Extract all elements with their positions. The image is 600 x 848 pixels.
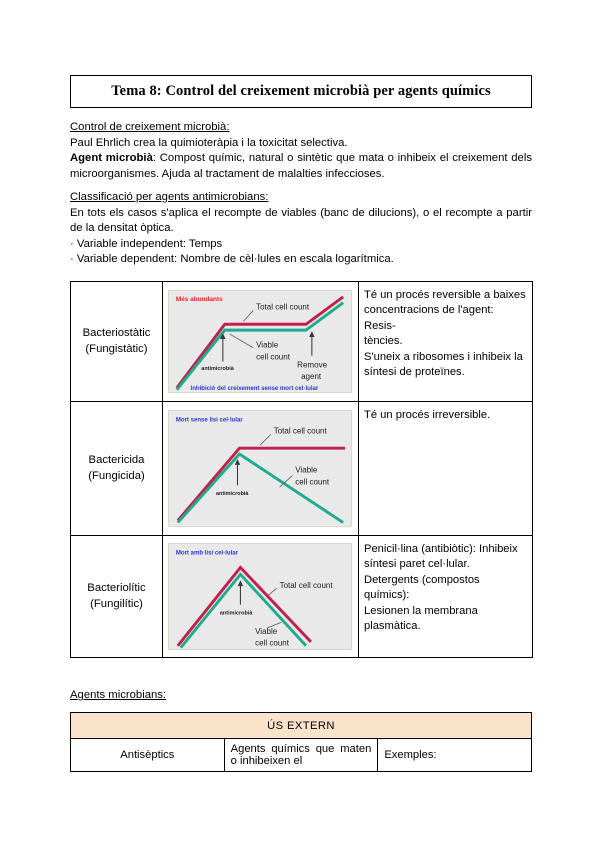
agent-definition-cell: Agents químics que maten o inhibeixen el: [224, 739, 378, 772]
chart3-caption-top: Mort amb lisi cel·lular: [175, 550, 239, 557]
control-line1: Paul Ehrlich crea la quimioteràpia i la toxicitat selectiva.: [70, 136, 348, 149]
chart-cell-bactericidal: [163, 402, 359, 536]
chart1-caption-top: Més abundants: [175, 295, 223, 303]
us-extern-header: ÚS EXTERN: [71, 713, 532, 739]
table-row: [71, 739, 532, 772]
agents-microbians-table: [70, 712, 532, 772]
row-label-line2: (Fungicida): [88, 469, 145, 482]
row-label-bacteriolytic: [71, 536, 163, 658]
antimicrobial-types-table: [70, 281, 533, 658]
document-title-box: [70, 75, 532, 108]
chart3-viable-label-line2: cell count: [255, 638, 289, 648]
chart1-caption-bottom: Inhibició del creixement sense mort cel·lular: [190, 385, 319, 392]
classificacio-line1: En tots els casos s'aplica el recompte de viables (banc de dilucions), o el recompte a partir de la densitat òptica.: [70, 206, 532, 235]
section-control-creixement: [70, 120, 532, 182]
description-line: síntesi de proteïnes.: [364, 366, 465, 379]
growth-curve-chart-bactericidal: [168, 410, 352, 527]
chart3-total-label: Total cell count: [279, 580, 333, 590]
growth-curve-chart-bacteriolytic: [168, 543, 352, 651]
description-line: Lesionen la membrana: [364, 604, 478, 617]
table-header-row: [71, 713, 532, 739]
description-cell-bactericidal: [359, 402, 533, 536]
table-row: [71, 282, 533, 402]
row-label-line2: (Fungistàtic): [85, 342, 148, 355]
description-line: síntesi paret cel·lular.: [364, 558, 470, 571]
classificacio-heading: Classificació per agents antimicrobians:: [70, 191, 269, 203]
growth-curve-chart-bacteriostatic: [168, 290, 352, 394]
table-row: [71, 402, 533, 536]
description-line: concentracions de l'agent: Resis-: [364, 304, 494, 332]
row-label-line1: Bactericida: [88, 454, 145, 466]
row-label-line1: Bacteriostàtic: [82, 327, 151, 339]
description-line: tències.: [364, 335, 403, 348]
chart-cell-bacteriostatic: [163, 282, 359, 402]
page-title: Tema 8: Control del creixement microbià per agents químics: [111, 83, 491, 99]
description-cell-bacteriolytic: [359, 536, 533, 658]
chart2-viable-label-line2: cell count: [295, 477, 330, 487]
chart1-arrow2-label-line2: agent: [301, 371, 322, 381]
agent-microbia-definition: : Compost químic, natural o sintètic que mata o inhibeix el creixement dels microorganismes. Ajuda al tractament de malalties infeccioses.: [70, 152, 532, 180]
agents-microbians-heading: Agents microbians:: [70, 689, 167, 701]
agent-microbia-term: Agent microbià: [70, 152, 153, 165]
row-label-bactericidal: [71, 402, 163, 536]
row-label-bacteriostatic: [71, 282, 163, 402]
chart-cell-bacteriolytic: [163, 536, 359, 658]
chart2-viable-label-line1: Viable: [295, 465, 318, 475]
agent-examples-cell: Exemples:: [378, 739, 532, 772]
control-heading: Control de creixement microbià:: [70, 121, 230, 133]
chart2-caption-top: Mort sense lisi cel·lular: [175, 417, 243, 424]
chart2-arrow1-label: antimicrobià: [215, 490, 249, 497]
chart1-total-label: Total cell count: [256, 302, 310, 312]
description-line: plasmàtica.: [364, 620, 421, 633]
section-classificacio: [70, 190, 532, 268]
control-line2: [70, 151, 532, 182]
chart1-viable-label-line1: Viable: [256, 340, 279, 350]
chart2-total-label: Total cell count: [273, 426, 327, 436]
description-line: Penicil·lina (antibiòtic): Inhibeix: [364, 543, 518, 555]
row-label-line2: (Fungilític): [90, 597, 143, 610]
classificacio-bullet-dependent: · Variable dependent: Nombre de cèl·lules en escala logarítmica.: [70, 253, 394, 266]
description-line: S'uneix a ribosomes i inhibeix la: [364, 350, 523, 363]
chart1-arrow2-label-line1: Remove: [297, 359, 328, 369]
agent-type-cell: Antisèptics: [71, 739, 225, 772]
classificacio-bullet-independent: · Variable independent: Temps: [70, 237, 223, 250]
chart1-arrow1-label: antimicrobià: [201, 365, 234, 372]
description-line: Té un procés reversible a baixes: [364, 289, 526, 301]
description-line: Detergents (compostos químics):: [364, 573, 480, 602]
table-row: [71, 536, 533, 658]
chart3-viable-label-line1: Viable: [255, 626, 278, 636]
row-label-line1: Bacteriolític: [87, 582, 146, 594]
chart3-arrow1-label: antimicrobià: [219, 610, 253, 617]
chart1-viable-label-line2: cell count: [256, 352, 290, 362]
description-cell-bacteriostatic: [359, 282, 533, 402]
description-line: Té un procés irreversible.: [364, 409, 491, 421]
